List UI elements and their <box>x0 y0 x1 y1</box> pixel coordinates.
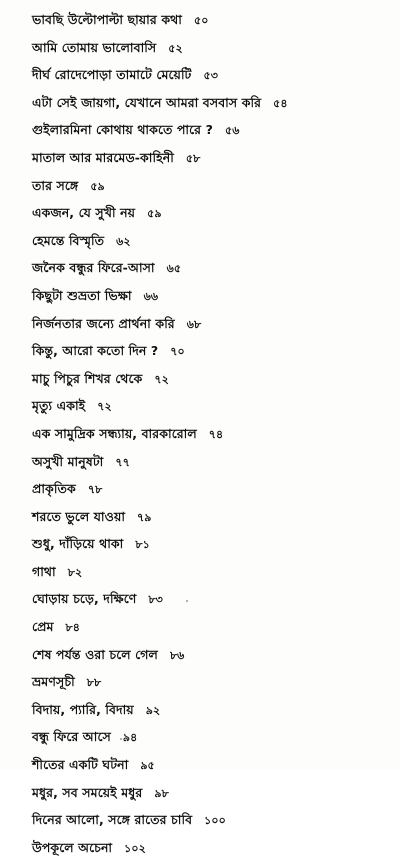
toc-entry-title: শেষ পর্যন্ত ওরা চলে গেল <box>32 646 158 662</box>
toc-entry-title: বন্ধু ফিরে আসে <box>32 729 111 745</box>
toc-entry-page-number: ৮৪ <box>65 621 81 635</box>
toc-entry <box>32 89 382 117</box>
toc-entry-title: বিদায়, প্যারি, বিদায় <box>32 701 134 717</box>
toc-entry-page-number: ৮২ <box>67 565 83 579</box>
toc-entry <box>32 172 382 200</box>
toc-entry-page-number: ৯৮ <box>154 786 169 800</box>
toc-entry-title: জনৈক বন্ধুর ফিরে-আসা <box>32 260 155 276</box>
toc-entry <box>32 779 382 807</box>
toc-entry <box>32 254 382 282</box>
toc-entry-page-number: ৭২ <box>97 400 112 414</box>
toc-entry-page-number: ৭২ <box>154 372 169 386</box>
toc-entry-title: এক সামুদ্রিক সন্ধ্যায়, বারকারোল <box>32 425 197 441</box>
toc-entry-page-number: ৫৮ <box>185 151 201 165</box>
toc-entry-page-number: ৭৭ <box>115 455 130 469</box>
toc-entry-page-number: ৬৫ <box>166 262 182 276</box>
toc-entry <box>32 365 382 393</box>
toc-entry-title: ভ্রমণসূচী <box>32 674 75 690</box>
toc-entry-title: কিন্তু, আরো কতো দিন ? <box>32 343 159 359</box>
toc-entry-page-number: ৫৪ <box>273 96 288 110</box>
toc-entry <box>32 448 382 476</box>
toc-entry <box>32 806 382 834</box>
toc-entry-page-number: ৫০ <box>194 14 209 27</box>
toc-entry-page-number: ৮৮ <box>86 676 102 690</box>
toc-entry-title: এটা সেই জায়গা, যেখানে আমরা বসবাস করি <box>32 94 262 110</box>
print-speck <box>186 600 188 602</box>
toc-entry <box>32 530 382 558</box>
toc-entry-page-number: ৫৬ <box>224 124 240 138</box>
toc-entry <box>32 641 382 669</box>
toc-entry-page-number: ৯৪ <box>122 731 138 745</box>
toc-entry-page-number: ৫৯ <box>90 179 105 193</box>
toc-entry-title: শরতে ভুলে যাওয়া <box>32 508 126 524</box>
toc-entry-page-number: ৬৮ <box>186 317 202 331</box>
toc-entry-title: মধুর, সব সময়েই মধুর <box>32 784 143 800</box>
toc-entry-page-number: ৯২ <box>145 703 161 717</box>
toc-entry-page-number: ৭৯ <box>137 510 152 524</box>
toc-entry-page-number: ৭০ <box>170 345 185 359</box>
toc-entry-title: গাথা <box>32 563 56 579</box>
toc-entry <box>32 834 382 862</box>
toc-entry-title: দিনের আলো, সঙ্গে রাতের চাবি <box>32 812 193 828</box>
toc-entry-title: নির্জনতার জন্যে প্রার্থনা করি <box>32 315 175 331</box>
toc-entry-title: মাতাল আর মারমেড-কাহিনী <box>32 149 174 165</box>
toc-entry-page-number: ৯৫ <box>140 759 155 773</box>
toc-entry-title: প্রাকৃতিক <box>32 481 76 497</box>
toc-entry-title: অসুখী মানুষটা <box>32 453 104 469</box>
toc-entry <box>32 558 382 586</box>
toc-entry-page-number: ৭৪ <box>208 427 224 441</box>
toc-entry-title: দীর্ঘ রোদেপোড়া তামাটে মেয়েটি <box>32 67 192 83</box>
toc-entry-title: উপকূলে অচেনা <box>32 839 113 855</box>
toc-entry <box>32 503 382 531</box>
toc-entry-page-number: ৮৬ <box>169 648 185 662</box>
toc-entry-title: আমি তোমায় ভালোবাসি <box>32 39 157 55</box>
toc-entry <box>32 227 382 255</box>
toc-entry-title: তার সঙ্গে <box>32 177 79 193</box>
toc-entry-title: ঘোড়ায় চড়ে, দক্ষিণে <box>32 591 137 607</box>
toc-entry-page-number: ৫৩ <box>203 69 218 83</box>
toc-entry-page-number: ৬২ <box>116 234 131 248</box>
toc-entry <box>32 199 382 227</box>
toc-entry <box>32 751 382 779</box>
toc-entry <box>32 585 382 613</box>
toc-entry <box>32 696 382 724</box>
toc-entry <box>32 34 382 62</box>
toc-entry-title: ভাবছি উল্টোপাল্টা ছায়ার কথা <box>32 12 182 27</box>
toc-entry-page-number: ৫২ <box>168 41 183 55</box>
toc-entry-title: কিছুটা শুভ্রতা ভিক্ষা <box>32 287 132 303</box>
toc-entry-page-number: ১০০ <box>204 814 226 828</box>
toc-entry-title: শীতের একটি ঘটনা <box>32 757 129 773</box>
toc-entry <box>32 337 382 365</box>
toc-entry <box>32 144 382 172</box>
toc-entry <box>32 420 382 448</box>
toc-entry <box>32 392 382 420</box>
toc-entry-page-number: ৫৯ <box>147 207 162 221</box>
toc-entry-title: মৃত্যু একাই <box>32 398 86 414</box>
toc-entry-page-number: ৮১ <box>135 538 150 552</box>
toc-entry-title: একজন, যে সুখী নয় <box>32 205 136 221</box>
toc-entry <box>32 723 382 751</box>
toc-entry <box>32 116 382 144</box>
table-of-contents <box>32 6 382 861</box>
toc-entry-page-number: ৭৮ <box>87 483 103 497</box>
toc-entry <box>32 668 382 696</box>
toc-entry <box>32 282 382 310</box>
toc-entry <box>32 6 382 34</box>
toc-entry-title: শুধু, দাঁড়িয়ে থাকা <box>32 536 124 552</box>
toc-entry-title: হেমন্তে বিস্মৃতি <box>32 232 105 248</box>
toc-entry-page-number: ১০২ <box>124 841 146 855</box>
toc-entry-page-number: ৮৩ <box>148 593 163 607</box>
toc-entry-title: গুইলারমিনা কোথায় থাকতে পারে ? <box>32 122 213 138</box>
print-speck <box>120 738 122 740</box>
toc-entry-title: প্রেম <box>32 619 54 635</box>
toc-entry-title: মাচু পিচুর শিখর থেকে <box>32 370 143 386</box>
toc-entry <box>32 61 382 89</box>
toc-entry <box>32 310 382 338</box>
toc-entry <box>32 475 382 503</box>
toc-entry-page-number: ৬৬ <box>143 289 159 303</box>
toc-entry <box>32 613 382 641</box>
